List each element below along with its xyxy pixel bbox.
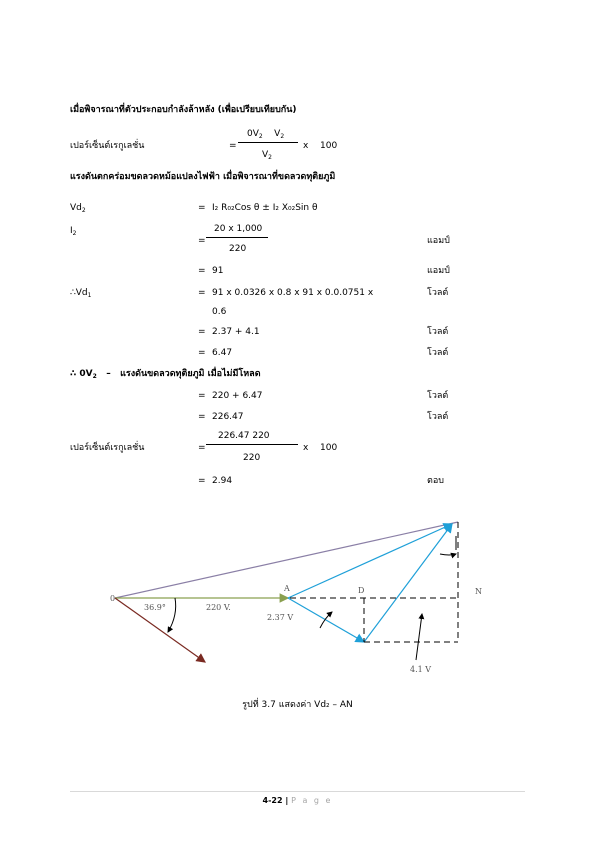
reg-calc-label: เปอร์เซ็นต์เรกูเลชั่น	[70, 443, 145, 453]
ov2-total-value: 226.47	[212, 412, 244, 422]
times-sign: x	[303, 141, 309, 151]
label-d: D	[358, 586, 365, 595]
page-label: P a g e	[291, 796, 333, 805]
drop-237-vector	[288, 598, 364, 642]
i2-label: $I_2$	[70, 226, 77, 237]
vd-sum-unit: โวลต์	[427, 327, 449, 337]
i2-equals: =	[198, 236, 206, 246]
phasor-diagram	[100, 510, 490, 680]
regulation-label: เปอร์เซ็นต์เรกูเลชั่น	[70, 141, 145, 151]
i2-denominator: 220	[229, 244, 247, 254]
equals-sign: =	[229, 141, 237, 151]
figure-caption: รูปที่ 3.7 แสดงค่า Vd₂ – AN	[242, 700, 353, 710]
page-footer	[0, 796, 595, 805]
label-41v: 4.1 V	[410, 665, 432, 674]
section-heading: เมื่อพิจารณาที่ตัวประกอบกำลังล้าหลัง (เพื่อเปรียบเทียบกัน)	[70, 105, 297, 115]
vd1-expression: 91 x 0.0326 x 0.8 x 91 x 0.0.0751 x	[212, 288, 374, 298]
vd2-expression: I₂ R₀₂Cos θ ± I₂ X₀₂Sin θ	[212, 203, 318, 213]
label-n: N	[475, 587, 482, 596]
vd-total-value: 6.47	[212, 348, 233, 358]
ov2-sum-equals: =	[198, 391, 206, 401]
ov2-sum-value: 220 + 6.47	[212, 391, 263, 401]
reg-result-answer: ตอบ	[427, 476, 444, 486]
i2-result-equals: =	[198, 266, 206, 276]
i2-numerator: 20 x 1,000	[214, 224, 263, 234]
reg-result-equals: =	[198, 476, 206, 486]
page-number: 4-22	[262, 796, 283, 805]
footer-rule	[70, 791, 525, 792]
ov2-total-unit: โวลต์	[427, 412, 449, 422]
hundred: 100	[320, 141, 338, 151]
ov2-total-equals: =	[198, 412, 206, 422]
fraction-bar	[238, 142, 298, 143]
label-angle: 36.9°	[144, 603, 166, 612]
vd1-expression-cont: 0.6	[212, 307, 227, 317]
label-237v: 2.37 V	[267, 613, 294, 622]
ov2-sum-unit: โวลต์	[427, 391, 449, 401]
label-a: A	[284, 584, 290, 593]
vd1-label: $\therefore Vd_1$	[70, 288, 92, 299]
vd2-equals: =	[198, 203, 206, 213]
i2-result-unit: แอมป์	[427, 266, 450, 276]
formula-numerator: $0V_2$ $V_2$	[247, 129, 285, 140]
pointer-41	[416, 614, 422, 660]
volt-drop-heading: แรงดันตกคร่อมขดลวดหม้อแปลงไฟฟ้า เมื่อพิจารณาที่ขดลวดทุติยภูมิ	[70, 172, 336, 182]
i2-result-value: 91	[212, 266, 224, 276]
i2-unit: แอมป์	[427, 236, 450, 246]
formula-denominator: $V_2$	[262, 150, 272, 161]
angle-arc	[168, 598, 176, 632]
ov2-heading: ∴ $0V_2$ – แรงดันขดลวดทุติยภูมิ เมื่อไม่มีโหลด	[70, 369, 261, 380]
reg-calc-denominator: 220	[243, 453, 261, 463]
i2-fraction-bar	[206, 237, 268, 238]
angle-arc-n	[440, 554, 456, 555]
vd-sum-value: 2.37 + 4.1	[212, 327, 260, 337]
vd1-unit: โวลต์	[427, 288, 449, 298]
drop-41-vector	[364, 524, 452, 642]
reg-calc-hundred: 100	[320, 443, 338, 453]
no-load-vector	[288, 524, 452, 598]
vd2-label: $Vd_2$	[70, 203, 86, 214]
reg-calc-numerator: 226.47 220	[218, 431, 270, 441]
vd-total-equals: =	[198, 348, 206, 358]
label-origin: 0	[110, 594, 116, 603]
reg-calc-fraction-bar	[206, 444, 298, 445]
label-220v: 220 V.	[206, 603, 231, 612]
reg-result-value: 2.94	[212, 476, 233, 486]
reg-calc-times: x	[303, 443, 309, 453]
vd-total-unit: โวลต์	[427, 348, 449, 358]
vd-sum-equals: =	[198, 327, 206, 337]
reg-calc-equals: =	[198, 443, 206, 453]
vd1-equals: =	[198, 288, 206, 298]
footer-separator: |	[282, 796, 292, 805]
